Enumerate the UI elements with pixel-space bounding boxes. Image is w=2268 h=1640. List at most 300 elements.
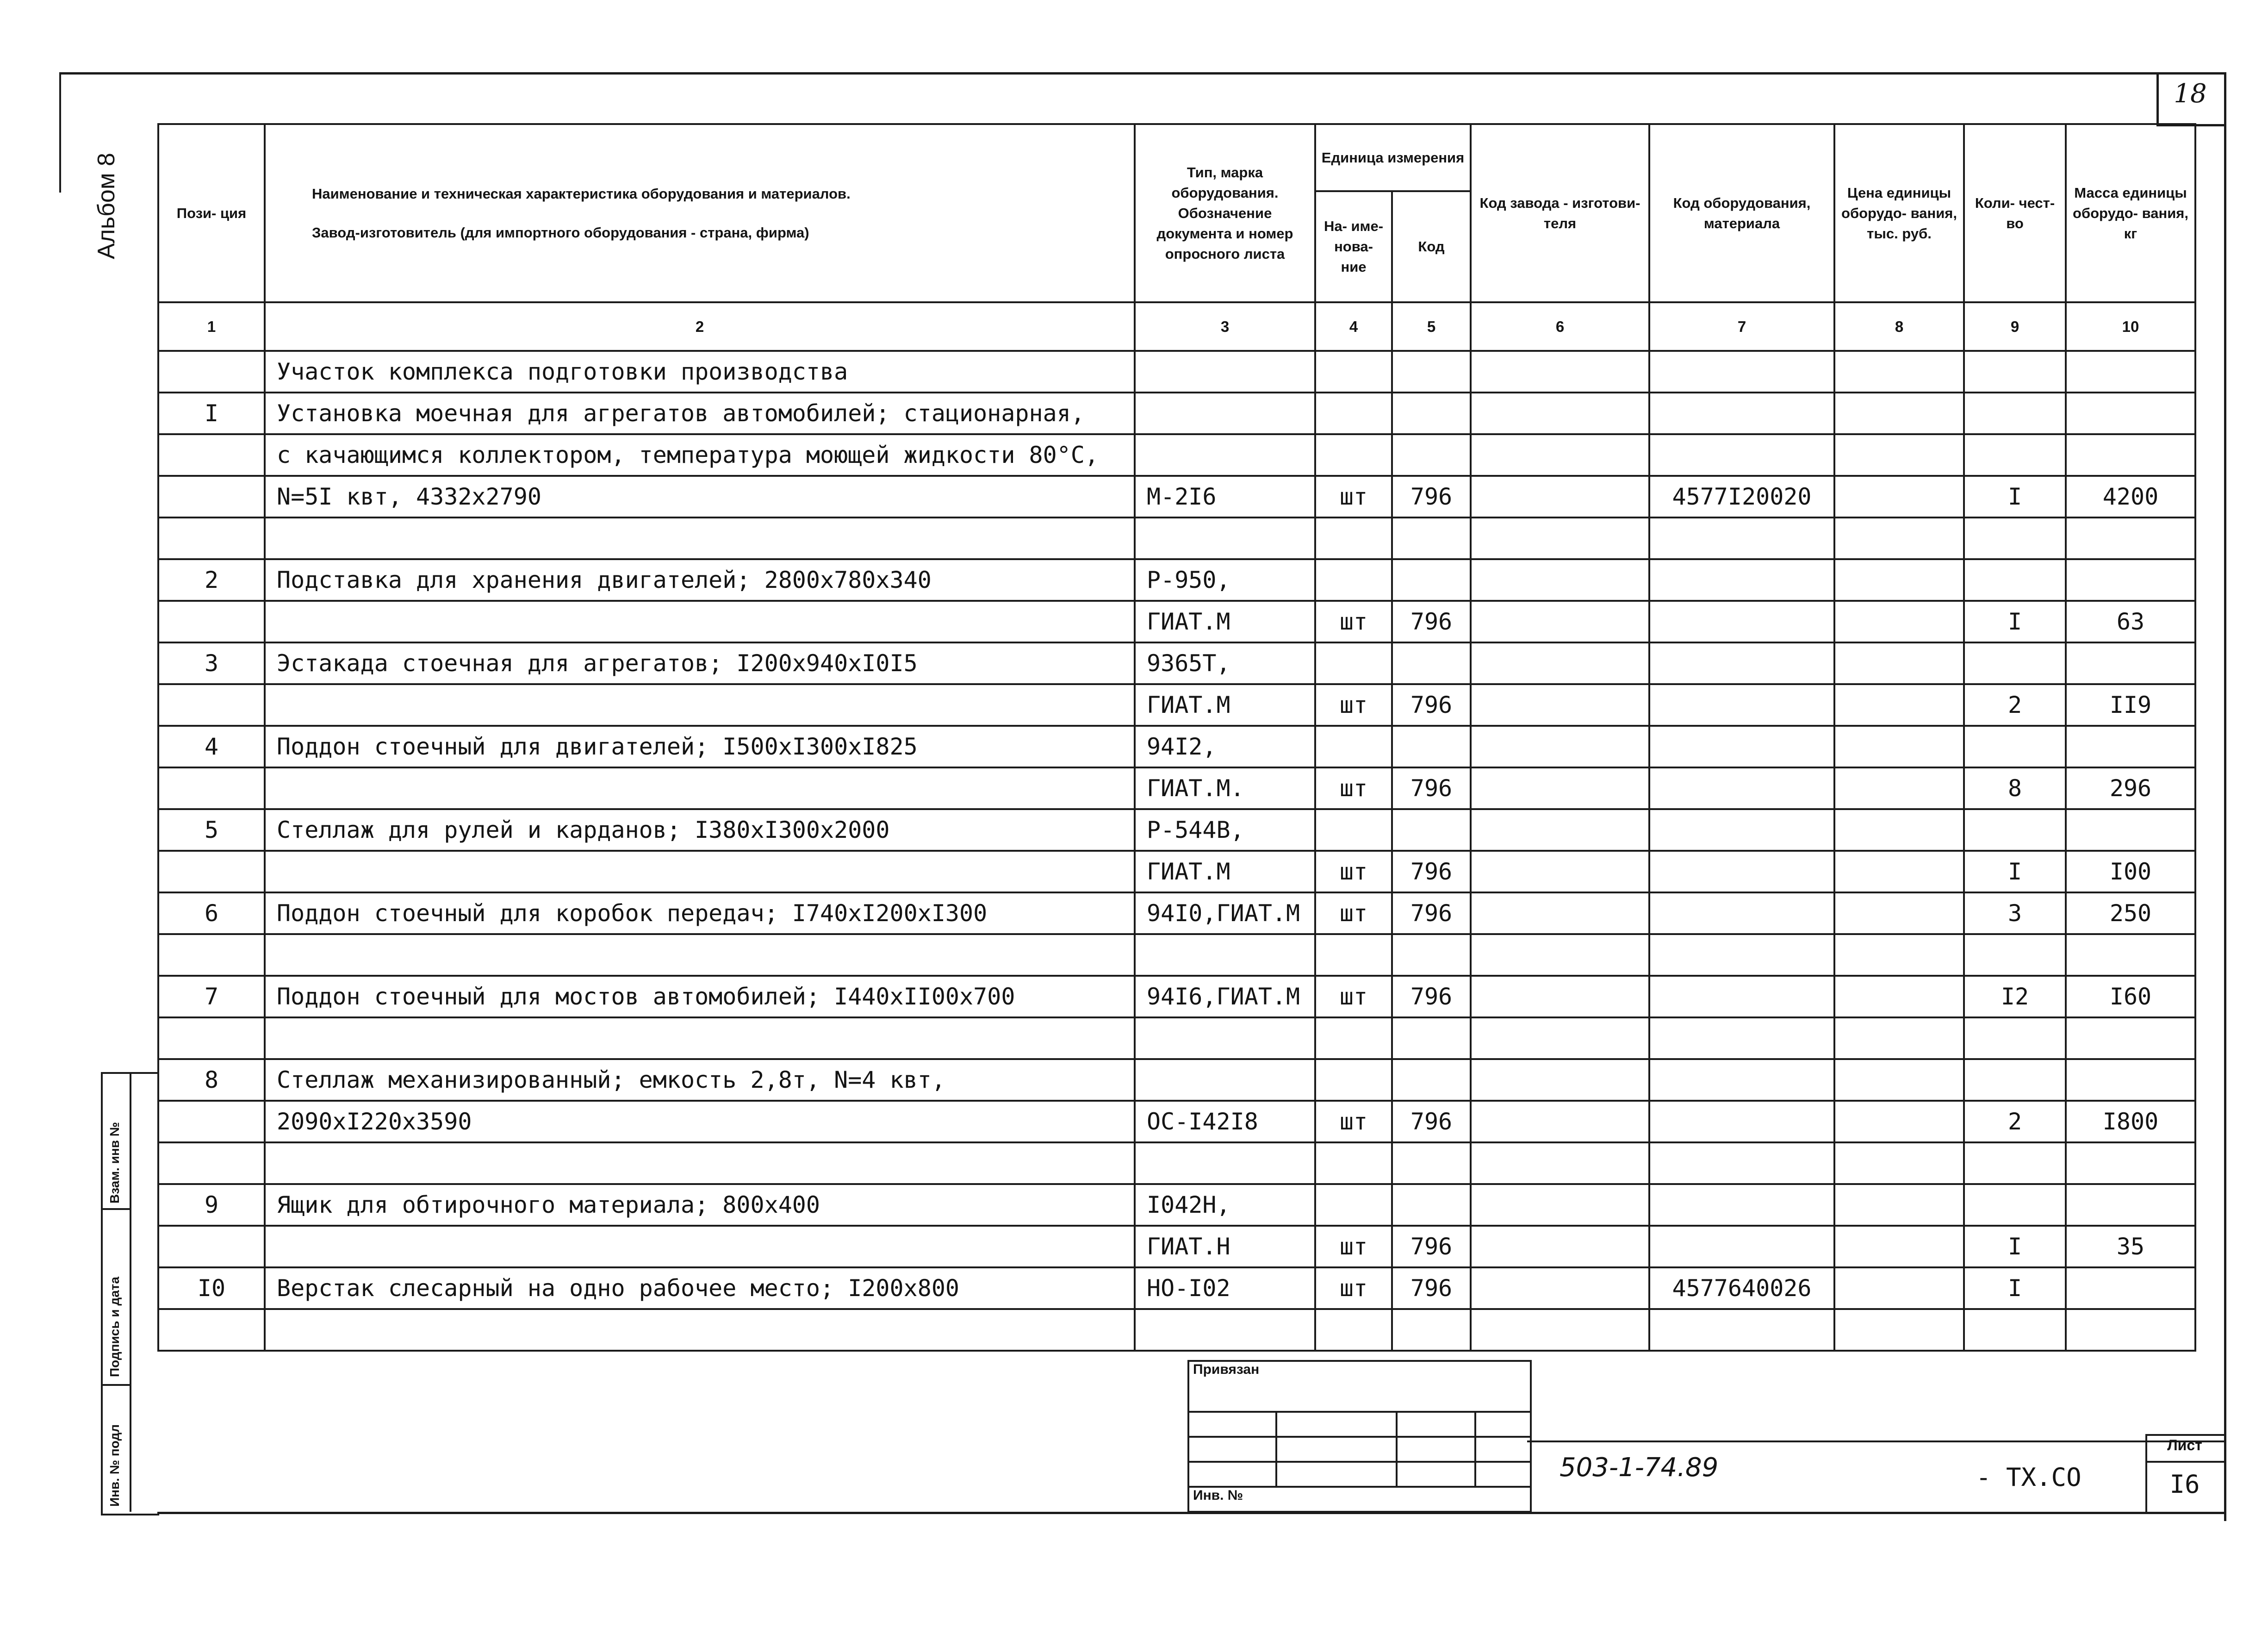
quantity-cell: 2 bbox=[1964, 1101, 2066, 1142]
quantity-cell: I bbox=[1964, 601, 2066, 642]
name-cell: Поддон стоечный для двигателей; I500xI300xI825 bbox=[265, 726, 1135, 767]
maker-code-cell bbox=[1471, 892, 1649, 934]
unit-name-cell: шт bbox=[1315, 767, 1392, 809]
price-cell bbox=[1834, 892, 1964, 934]
unit-code-cell bbox=[1392, 518, 1471, 559]
podpis-data-label: Подпись и дата bbox=[107, 1277, 122, 1377]
table-row bbox=[158, 393, 2195, 434]
name-cell bbox=[265, 1142, 1135, 1184]
maker-code-cell bbox=[1471, 851, 1649, 892]
equipment-code-cell bbox=[1649, 1309, 1834, 1351]
unit-name-cell bbox=[1315, 559, 1392, 601]
position-cell: I0 bbox=[158, 1267, 265, 1309]
maker-code-cell bbox=[1471, 476, 1649, 518]
equipment-code-cell bbox=[1649, 1101, 1834, 1142]
maker-code-cell bbox=[1471, 1267, 1649, 1309]
name-cell: 2090xI220x3590 bbox=[265, 1101, 1135, 1142]
equipment-code-cell bbox=[1649, 1142, 1834, 1184]
name-cell: Подставка для хранения двигателей; 2800x780x340 bbox=[265, 559, 1135, 601]
quantity-cell: I bbox=[1964, 476, 2066, 518]
name-cell: с качающимся коллектором, температура моющей жидкости 80°C, bbox=[265, 434, 1135, 476]
maker-code-cell bbox=[1471, 518, 1649, 559]
mass-cell bbox=[2066, 1142, 2195, 1184]
name-cell bbox=[265, 934, 1135, 976]
unit-name-cell bbox=[1315, 1142, 1392, 1184]
unit-code-cell: 796 bbox=[1392, 851, 1471, 892]
maker-code-cell bbox=[1471, 1142, 1649, 1184]
quantity-cell: 2 bbox=[1964, 684, 2066, 726]
equipment-code-cell bbox=[1649, 726, 1834, 767]
mass-cell: 250 bbox=[2066, 892, 2195, 934]
header-name-description bbox=[265, 124, 1135, 302]
position-cell: 3 bbox=[158, 642, 265, 684]
name-cell: Ящик для обтирочного материала; 800x400 bbox=[265, 1184, 1135, 1226]
header-equipment-code: Код оборудования, материала bbox=[1649, 124, 1834, 302]
table-row bbox=[158, 642, 2195, 684]
maker-code-cell bbox=[1471, 684, 1649, 726]
quantity-cell bbox=[1964, 934, 2066, 976]
header-price: Цена единицы оборудо- вания, тыс. руб. bbox=[1834, 124, 1964, 302]
type-cell bbox=[1135, 351, 1315, 393]
equipment-code-cell bbox=[1649, 1226, 1834, 1267]
col-number: 3 bbox=[1135, 302, 1315, 351]
equipment-code-cell bbox=[1649, 351, 1834, 393]
mass-cell bbox=[2066, 642, 2195, 684]
title-block-top-line bbox=[1527, 1440, 2226, 1442]
unit-code-cell: 796 bbox=[1392, 684, 1471, 726]
quantity-cell bbox=[1964, 809, 2066, 851]
unit-code-cell bbox=[1392, 393, 1471, 434]
unit-code-cell bbox=[1392, 1017, 1471, 1059]
type-cell: 94I2, bbox=[1135, 726, 1315, 767]
document-code: 503-1-74.89 bbox=[1560, 1453, 1719, 1483]
unit-name-cell: шт bbox=[1315, 1101, 1392, 1142]
equipment-code-cell: 4577I20020 bbox=[1649, 476, 1834, 518]
maker-code-cell bbox=[1471, 1184, 1649, 1226]
equipment-code-cell bbox=[1649, 434, 1834, 476]
unit-name-cell: шт bbox=[1315, 601, 1392, 642]
price-cell bbox=[1834, 934, 1964, 976]
binding-stamp-inv: Инв. № bbox=[1188, 1487, 1531, 1512]
type-cell bbox=[1135, 1059, 1315, 1101]
column-number-row bbox=[158, 302, 2195, 351]
mass-cell: 4200 bbox=[2066, 476, 2195, 518]
document-suffix: - ТХ.СО bbox=[1976, 1463, 2082, 1492]
price-cell bbox=[1834, 726, 1964, 767]
list-label: Лист bbox=[2167, 1437, 2202, 1453]
unit-code-cell bbox=[1392, 642, 1471, 684]
table-row bbox=[158, 434, 2195, 476]
col-number: 8 bbox=[1834, 302, 1964, 351]
type-cell: НО-I02 bbox=[1135, 1267, 1315, 1309]
quantity-cell bbox=[1964, 642, 2066, 684]
type-cell bbox=[1135, 434, 1315, 476]
table-row bbox=[158, 351, 2195, 393]
name-cell bbox=[265, 1226, 1135, 1267]
sheet-number: 18 bbox=[2174, 79, 2207, 109]
price-cell bbox=[1834, 851, 1964, 892]
table-row bbox=[158, 684, 2195, 726]
position-cell bbox=[158, 851, 265, 892]
price-cell bbox=[1834, 684, 1964, 726]
table-body bbox=[158, 351, 2195, 1351]
table-row bbox=[158, 476, 2195, 518]
unit-name-cell bbox=[1315, 518, 1392, 559]
unit-name-cell: шт bbox=[1315, 851, 1392, 892]
unit-name-cell: шт bbox=[1315, 1267, 1392, 1309]
header-name-line2: Завод-изготовитель (для импортного оборудования - страна, фирма) bbox=[312, 224, 809, 241]
mass-cell: I00 bbox=[2066, 851, 2195, 892]
quantity-cell bbox=[1964, 726, 2066, 767]
unit-name-cell bbox=[1315, 809, 1392, 851]
quantity-cell: 3 bbox=[1964, 892, 2066, 934]
unit-code-cell bbox=[1392, 934, 1471, 976]
unit-name-cell bbox=[1315, 642, 1392, 684]
maker-code-cell bbox=[1471, 976, 1649, 1017]
header-maker-code: Код завода - изготови- теля bbox=[1471, 124, 1649, 302]
col-number: 4 bbox=[1315, 302, 1392, 351]
price-cell bbox=[1834, 601, 1964, 642]
left-stamp-row-divider bbox=[101, 1384, 130, 1386]
name-cell: Поддон стоечный для коробок передач; I740xI200xI300 bbox=[265, 892, 1135, 934]
col-number: 1 bbox=[158, 302, 265, 351]
header-name-line1: Наименование и техническая характеристика оборудования и материалов. bbox=[312, 185, 851, 202]
maker-code-cell bbox=[1471, 642, 1649, 684]
type-cell: М-2I6 bbox=[1135, 476, 1315, 518]
unit-name-cell bbox=[1315, 393, 1392, 434]
position-cell bbox=[158, 1226, 265, 1267]
name-cell bbox=[265, 767, 1135, 809]
type-cell: ОС-I42I8 bbox=[1135, 1101, 1315, 1142]
table-row bbox=[158, 851, 2195, 892]
type-cell: Р-544В, bbox=[1135, 809, 1315, 851]
frame-left-tick bbox=[59, 72, 61, 193]
name-cell bbox=[265, 1309, 1135, 1351]
equipment-code-cell bbox=[1649, 518, 1834, 559]
mass-cell bbox=[2066, 1267, 2195, 1309]
equipment-code-cell bbox=[1649, 934, 1834, 976]
maker-code-cell bbox=[1471, 434, 1649, 476]
position-cell: 2 bbox=[158, 559, 265, 601]
maker-code-cell bbox=[1471, 767, 1649, 809]
unit-code-cell bbox=[1392, 809, 1471, 851]
price-cell bbox=[1834, 1017, 1964, 1059]
header-row bbox=[158, 124, 2195, 191]
position-cell bbox=[158, 934, 265, 976]
name-cell: Поддон стоечный для мостов автомобилей; I440xII00x700 bbox=[265, 976, 1135, 1017]
col-number: 7 bbox=[1649, 302, 1834, 351]
mass-cell bbox=[2066, 559, 2195, 601]
unit-code-cell bbox=[1392, 1059, 1471, 1101]
table-row bbox=[158, 1142, 2195, 1184]
unit-code-cell: 796 bbox=[1392, 976, 1471, 1017]
price-cell bbox=[1834, 1142, 1964, 1184]
quantity-cell bbox=[1964, 518, 2066, 559]
table-row bbox=[158, 892, 2195, 934]
quantity-cell bbox=[1964, 434, 2066, 476]
mass-cell bbox=[2066, 1059, 2195, 1101]
unit-name-cell: шт bbox=[1315, 892, 1392, 934]
name-cell bbox=[265, 601, 1135, 642]
header-position: Пози- ция bbox=[158, 124, 265, 302]
name-cell bbox=[265, 851, 1135, 892]
equipment-code-cell bbox=[1649, 851, 1834, 892]
price-cell bbox=[1834, 1101, 1964, 1142]
mass-cell bbox=[2066, 351, 2195, 393]
binding-stamp-title: Привязан bbox=[1188, 1361, 1531, 1412]
name-cell bbox=[265, 1017, 1135, 1059]
inv-podl-label: Инв. № подл bbox=[107, 1424, 122, 1507]
unit-name-cell bbox=[1315, 726, 1392, 767]
specification-table bbox=[157, 123, 2196, 1352]
mass-cell: 296 bbox=[2066, 767, 2195, 809]
name-cell: N=5I квт, 4332x2790 bbox=[265, 476, 1135, 518]
position-cell: 6 bbox=[158, 892, 265, 934]
position-cell bbox=[158, 1142, 265, 1184]
position-cell: I bbox=[158, 393, 265, 434]
position-cell bbox=[158, 601, 265, 642]
col-number: 9 bbox=[1964, 302, 2066, 351]
type-cell bbox=[1135, 1017, 1315, 1059]
price-cell bbox=[1834, 351, 1964, 393]
unit-code-cell: 796 bbox=[1392, 767, 1471, 809]
type-cell: ГИАТ.М. bbox=[1135, 767, 1315, 809]
mass-cell bbox=[2066, 434, 2195, 476]
maker-code-cell bbox=[1471, 393, 1649, 434]
type-cell bbox=[1135, 518, 1315, 559]
unit-name-cell bbox=[1315, 351, 1392, 393]
unit-code-cell bbox=[1392, 1142, 1471, 1184]
unit-name-cell bbox=[1315, 1059, 1392, 1101]
unit-name-cell bbox=[1315, 1184, 1392, 1226]
list-number: I6 bbox=[2169, 1470, 2200, 1499]
type-cell: ГИАТ.М bbox=[1135, 601, 1315, 642]
equipment-code-cell bbox=[1649, 1059, 1834, 1101]
quantity-cell: I bbox=[1964, 851, 2066, 892]
table-row bbox=[158, 934, 2195, 976]
table-row bbox=[158, 518, 2195, 559]
position-cell bbox=[158, 684, 265, 726]
price-cell bbox=[1834, 559, 1964, 601]
mass-cell bbox=[2066, 393, 2195, 434]
type-cell: ГИАТ.М bbox=[1135, 851, 1315, 892]
unit-name-cell bbox=[1315, 934, 1392, 976]
table-row bbox=[158, 601, 2195, 642]
price-cell bbox=[1834, 1309, 1964, 1351]
maker-code-cell bbox=[1471, 1059, 1649, 1101]
bottom-border bbox=[157, 1512, 2226, 1514]
header-unit-code: Код bbox=[1392, 191, 1471, 302]
quantity-cell bbox=[1964, 1142, 2066, 1184]
price-cell bbox=[1834, 393, 1964, 434]
unit-name-cell bbox=[1315, 1309, 1392, 1351]
quantity-cell: I bbox=[1964, 1226, 2066, 1267]
type-cell: 94I0,ГИАТ.М bbox=[1135, 892, 1315, 934]
equipment-code-cell bbox=[1649, 559, 1834, 601]
mass-cell bbox=[2066, 518, 2195, 559]
table-row bbox=[158, 976, 2195, 1017]
header-type: Тип, марка оборудования. Обозначение документа и номер опросного листа bbox=[1135, 124, 1315, 302]
equipment-code-cell bbox=[1649, 684, 1834, 726]
equipment-code-cell bbox=[1649, 892, 1834, 934]
position-cell: 9 bbox=[158, 1184, 265, 1226]
name-cell bbox=[265, 684, 1135, 726]
name-cell: Установка моечная для агрегатов автомобилей; стационарная, bbox=[265, 393, 1135, 434]
binding-stamp bbox=[1187, 1360, 1532, 1513]
price-cell bbox=[1834, 1267, 1964, 1309]
name-cell: Верстак слесарный на одно рабочее место; I200x800 bbox=[265, 1267, 1135, 1309]
name-cell: Участок комплекса подготовки производства bbox=[265, 351, 1135, 393]
equipment-code-cell bbox=[1649, 601, 1834, 642]
table-row bbox=[158, 559, 2195, 601]
equipment-code-cell bbox=[1649, 976, 1834, 1017]
type-cell bbox=[1135, 1309, 1315, 1351]
unit-name-cell bbox=[1315, 434, 1392, 476]
header-mass: Масса единицы оборудо- вания, кг bbox=[2066, 124, 2195, 302]
position-cell: 8 bbox=[158, 1059, 265, 1101]
unit-code-cell bbox=[1392, 351, 1471, 393]
quantity-cell bbox=[1964, 1059, 2066, 1101]
equipment-code-cell bbox=[1649, 642, 1834, 684]
mass-cell: 63 bbox=[2066, 601, 2195, 642]
price-cell bbox=[1834, 476, 1964, 518]
unit-code-cell bbox=[1392, 1309, 1471, 1351]
type-cell bbox=[1135, 393, 1315, 434]
name-cell: Стеллаж для рулей и карданов; I380xI300x2000 bbox=[265, 809, 1135, 851]
name-cell: Стеллаж механизированный; емкость 2,8т, N=4 квт, bbox=[265, 1059, 1135, 1101]
type-cell bbox=[1135, 934, 1315, 976]
equipment-code-cell bbox=[1649, 809, 1834, 851]
price-cell bbox=[1834, 809, 1964, 851]
unit-code-cell: 796 bbox=[1392, 476, 1471, 518]
left-stamp-row-divider bbox=[101, 1208, 130, 1210]
maker-code-cell bbox=[1471, 351, 1649, 393]
position-cell: 5 bbox=[158, 809, 265, 851]
unit-name-cell: шт bbox=[1315, 976, 1392, 1017]
equipment-code-cell bbox=[1649, 1017, 1834, 1059]
type-cell: Р-950, bbox=[1135, 559, 1315, 601]
quantity-cell bbox=[1964, 559, 2066, 601]
maker-code-cell bbox=[1471, 1226, 1649, 1267]
mass-cell bbox=[2066, 809, 2195, 851]
table-row bbox=[158, 1184, 2195, 1226]
position-cell: 4 bbox=[158, 726, 265, 767]
table-row bbox=[158, 767, 2195, 809]
vzam-inv-label: Взам. инв № bbox=[107, 1122, 122, 1203]
unit-code-cell: 796 bbox=[1392, 601, 1471, 642]
album-label: Альбом 8 bbox=[93, 153, 120, 259]
position-cell bbox=[158, 518, 265, 559]
maker-code-cell bbox=[1471, 601, 1649, 642]
name-cell bbox=[265, 518, 1135, 559]
position-cell bbox=[158, 767, 265, 809]
mass-cell: I800 bbox=[2066, 1101, 2195, 1142]
price-cell bbox=[1834, 1059, 1964, 1101]
mass-cell: 35 bbox=[2066, 1226, 2195, 1267]
maker-code-cell bbox=[1471, 559, 1649, 601]
price-cell bbox=[1834, 642, 1964, 684]
quantity-cell: I2 bbox=[1964, 976, 2066, 1017]
col-number: 5 bbox=[1392, 302, 1471, 351]
position-cell bbox=[158, 1309, 265, 1351]
price-cell bbox=[1834, 767, 1964, 809]
table-row bbox=[158, 1101, 2195, 1142]
table-row bbox=[158, 809, 2195, 851]
type-cell: 9365Т, bbox=[1135, 642, 1315, 684]
unit-code-cell: 796 bbox=[1392, 892, 1471, 934]
position-cell: 7 bbox=[158, 976, 265, 1017]
quantity-cell: I bbox=[1964, 1267, 2066, 1309]
table-row bbox=[158, 726, 2195, 767]
quantity-cell bbox=[1964, 393, 2066, 434]
price-cell bbox=[1834, 1226, 1964, 1267]
maker-code-cell bbox=[1471, 1309, 1649, 1351]
name-cell: Эстакада стоечная для агрегатов; I200x940xI0I5 bbox=[265, 642, 1135, 684]
table-row bbox=[158, 1017, 2195, 1059]
unit-code-cell: 796 bbox=[1392, 1226, 1471, 1267]
quantity-cell: 8 bbox=[1964, 767, 2066, 809]
frame-right-border bbox=[2224, 72, 2226, 1521]
position-cell bbox=[158, 1017, 265, 1059]
unit-name-cell bbox=[1315, 1017, 1392, 1059]
mass-cell bbox=[2066, 726, 2195, 767]
quantity-cell bbox=[1964, 351, 2066, 393]
left-stamp-divider bbox=[130, 1072, 131, 1512]
mass-cell: I60 bbox=[2066, 976, 2195, 1017]
col-number: 2 bbox=[265, 302, 1135, 351]
price-cell bbox=[1834, 1184, 1964, 1226]
mass-cell bbox=[2066, 1309, 2195, 1351]
type-cell: 94I6,ГИАТ.М bbox=[1135, 976, 1315, 1017]
mass-cell bbox=[2066, 934, 2195, 976]
quantity-cell bbox=[1964, 1017, 2066, 1059]
equipment-code-cell bbox=[1649, 767, 1834, 809]
position-cell bbox=[158, 351, 265, 393]
header-unit-name: На- име- нова- ние bbox=[1315, 191, 1392, 302]
mass-cell: II9 bbox=[2066, 684, 2195, 726]
unit-code-cell bbox=[1392, 726, 1471, 767]
price-cell bbox=[1834, 434, 1964, 476]
equipment-code-cell bbox=[1649, 393, 1834, 434]
unit-name-cell: шт bbox=[1315, 476, 1392, 518]
table-row bbox=[158, 1059, 2195, 1101]
unit-code-cell: 796 bbox=[1392, 1101, 1471, 1142]
price-cell bbox=[1834, 518, 1964, 559]
position-cell bbox=[158, 1101, 265, 1142]
unit-code-cell bbox=[1392, 434, 1471, 476]
unit-code-cell bbox=[1392, 1184, 1471, 1226]
table-row bbox=[158, 1267, 2195, 1309]
header-unit-group: Единица измерения bbox=[1315, 124, 1471, 191]
maker-code-cell bbox=[1471, 809, 1649, 851]
type-cell: ГИАТ.М bbox=[1135, 684, 1315, 726]
quantity-cell bbox=[1964, 1309, 2066, 1351]
header-quantity: Коли- чест- во bbox=[1964, 124, 2066, 302]
mass-cell bbox=[2066, 1184, 2195, 1226]
position-cell bbox=[158, 434, 265, 476]
table-row bbox=[158, 1226, 2195, 1267]
price-cell bbox=[1834, 976, 1964, 1017]
col-number: 10 bbox=[2066, 302, 2195, 351]
type-cell bbox=[1135, 1142, 1315, 1184]
unit-code-cell: 796 bbox=[1392, 1267, 1471, 1309]
mass-cell bbox=[2066, 1017, 2195, 1059]
maker-code-cell bbox=[1471, 934, 1649, 976]
unit-name-cell: шт bbox=[1315, 1226, 1392, 1267]
frame-top-border bbox=[59, 72, 2226, 75]
unit-code-cell bbox=[1392, 559, 1471, 601]
equipment-code-cell: 4577640026 bbox=[1649, 1267, 1834, 1309]
